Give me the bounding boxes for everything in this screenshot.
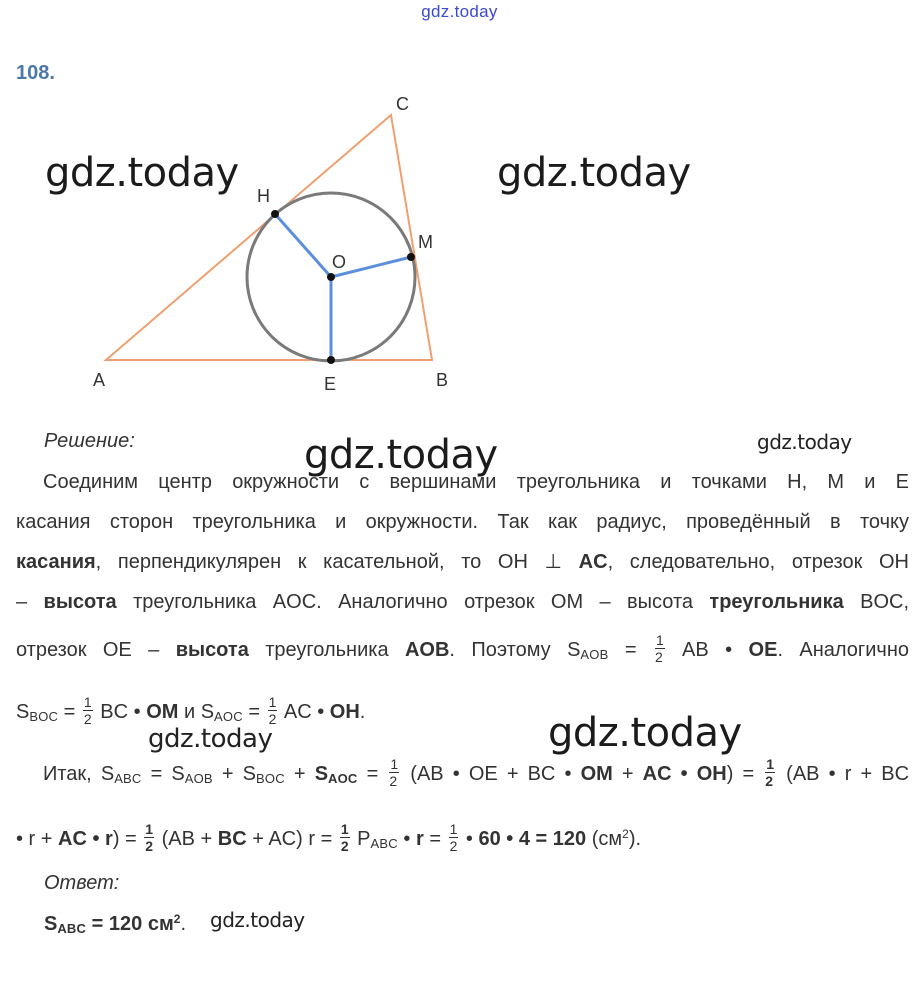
fraction-half-bold: $\frac{1}{2}$ bbox=[765, 756, 775, 790]
site-header[interactable]: gdz.today bbox=[421, 2, 498, 21]
solution-text bbox=[16, 462, 909, 862]
label-c: C bbox=[396, 94, 409, 114]
fraction-half: $\frac{1}{2}$ bbox=[268, 694, 277, 728]
watermark: gdz.today bbox=[304, 432, 498, 478]
watermark: gdz.today bbox=[45, 150, 239, 196]
fraction-half: $\frac{1}{2}$ bbox=[449, 821, 458, 855]
answer-value: $S_{ABC} = 120$ $см^2$. bbox=[44, 912, 186, 936]
label-a: A bbox=[93, 370, 106, 390]
fraction-half: $\frac{1}{2}$ bbox=[654, 632, 664, 666]
point-e bbox=[327, 356, 335, 364]
fraction-half-bold: $\frac{1}{2}$ bbox=[145, 821, 154, 855]
solution-line-6: $S_{BOC}$ = $\frac{1}{2}$ BC • OM и $S_{AOC}$ = $\frac{1}{2}$ AC • OH. bbox=[16, 694, 366, 728]
watermark: gdz.today bbox=[548, 710, 742, 756]
watermark: gdz.today bbox=[757, 430, 852, 454]
geometry-diagram bbox=[0, 90, 919, 400]
solution-line-3: касания, перпендикулярен к касательной, то OH ⊥ AC, следовательно, отрезок OH bbox=[16, 551, 909, 573]
watermark: gdz.today bbox=[210, 908, 305, 932]
fraction-half-bold: $\frac{1}{2}$ bbox=[340, 821, 349, 855]
solution-line-2: касания сторон треугольника и окружности. Так как радиус, проведённый в точку bbox=[16, 511, 909, 533]
solution-line-5: отрезок OE – высота треугольника AOB. Поэтому $S_{AOB}$ = $\frac{1}{2}$ AB • OE. Аналогично bbox=[16, 632, 909, 666]
solution-line-4: – высота треугольника AOC. Аналогично отрезок OM – высота треугольника BOC, bbox=[16, 591, 910, 613]
solution-line-7: Итак, $S_{ABC} = S_{AOB} + S_{BOC} + S_{AOC}$ = $\frac{1}{2}$ (AB • OE + BC • OM + AC • OH) = $\frac{1}{2}$ (AB • r + BC bbox=[43, 756, 910, 790]
label-e: E bbox=[324, 374, 337, 394]
solution-line-8: • r + AC • r) = $\frac{1}{2}$ (AB + BC + AC) r = $\frac{1}{2}$ $P_{ABC}$ • r = $\frac{1}{2}$ • 60 • 4 = 120 $(см^2)$. bbox=[16, 821, 642, 855]
label-m: M bbox=[418, 232, 433, 252]
point-m bbox=[407, 253, 415, 261]
solution-label: Решение: bbox=[44, 430, 135, 452]
solution-line-1: Соединим центр окружности с вершинами треугольника и точками H, M и E bbox=[43, 471, 909, 493]
radius-oh bbox=[275, 214, 331, 277]
label-o: O bbox=[332, 252, 347, 272]
triangle-abc bbox=[106, 115, 432, 360]
fraction-half: $\frac{1}{2}$ bbox=[389, 756, 399, 790]
watermark: gdz.today bbox=[497, 150, 691, 196]
label-b: B bbox=[436, 370, 449, 390]
problem-number: 108. bbox=[16, 62, 55, 84]
point-h bbox=[271, 210, 279, 218]
answer-label: Ответ: bbox=[44, 872, 120, 894]
watermark: gdz.today bbox=[148, 724, 273, 754]
label-h: H bbox=[257, 186, 270, 206]
fraction-half: $\frac{1}{2}$ bbox=[83, 694, 92, 728]
point-o bbox=[327, 273, 335, 281]
